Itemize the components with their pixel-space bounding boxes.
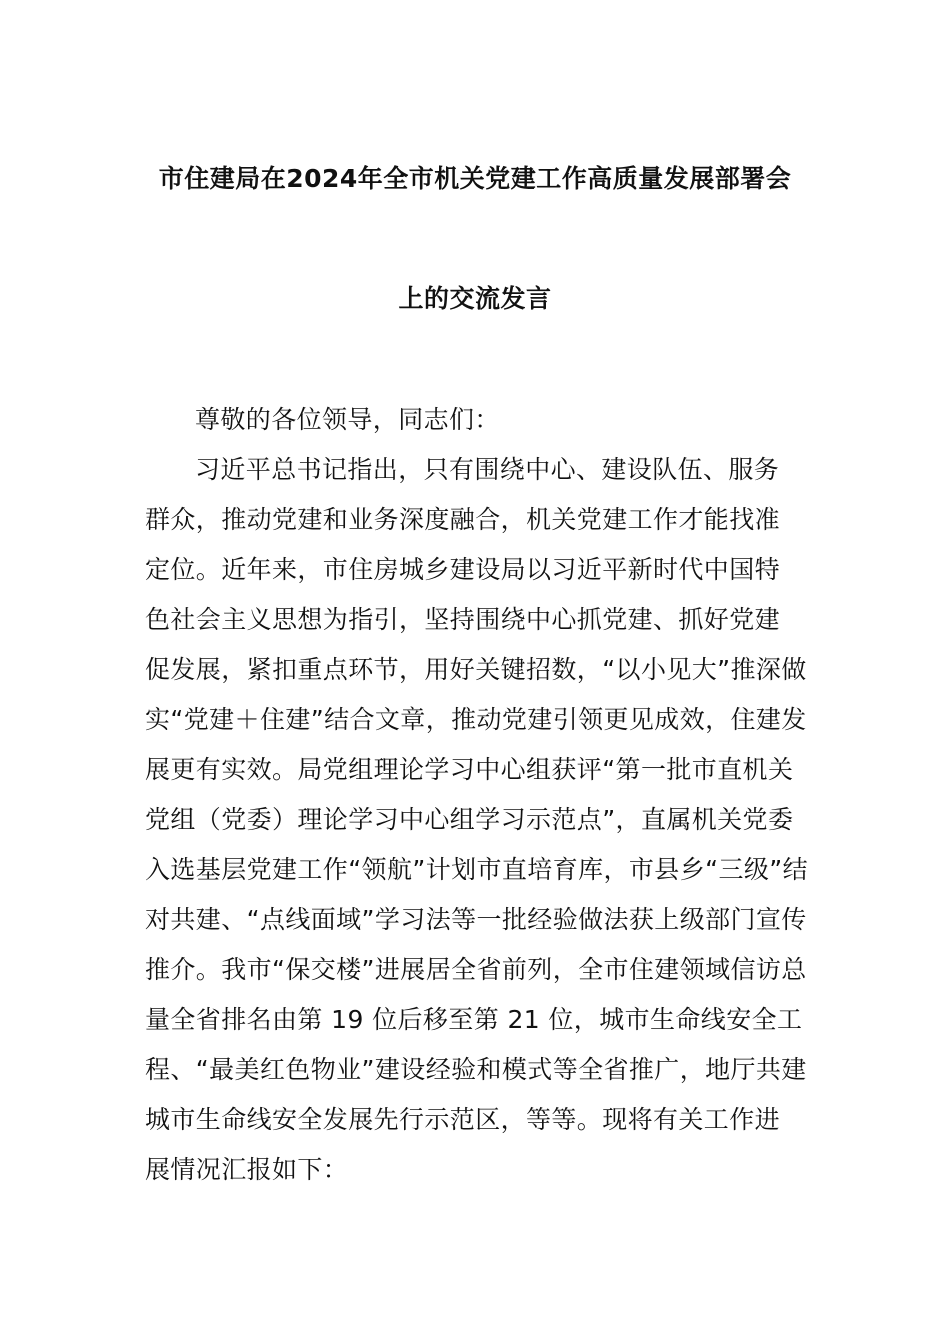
greeting: 尊敬的各位领导，同志们： — [195, 405, 500, 434]
body-line-13: 程、“最美红色物业”建设经验和模式等全省推广，地厅共建 — [145, 1055, 807, 1084]
body-line-9: 入选基层党建工作“领航”计划市直培育库，市县乡“三级”结 — [145, 855, 809, 884]
body-line-5: 促发展，紧扣重点环节，用好关键招数，“以小见大”推深做 — [145, 655, 807, 684]
body-line-15: 展情况汇报如下： — [145, 1155, 349, 1184]
body-line-1: 习近平总书记指出，只有围绕中心、建设队伍、服务 — [195, 455, 780, 484]
body-line-6: 实“党建＋住建”结合文章，推动党建引领更见成效，住建发 — [145, 705, 807, 734]
body-line-8: 党组（党委）理论学习中心组学习示范点”，直属机关党委 — [145, 805, 794, 834]
body-line-3: 定位。近年来，市住房城乡建设局以习近平新时代中国特 — [145, 555, 781, 584]
body-line-4: 色社会主义思想为指引，坚持围绕中心抓党建、抓好党建 — [145, 605, 781, 634]
body-line-12: 量全省排名由第 19 位后移至第 21 位，城市生命线安全工 — [145, 1005, 803, 1034]
document-title-line-2: 上的交流发言 — [398, 284, 552, 313]
body-line-2: 群众，推动党建和业务深度融合，机关党建工作才能找准 — [145, 505, 781, 534]
body-line-14: 城市生命线安全发展先行示范区，等等。现将有关工作进 — [145, 1105, 781, 1134]
body-line-7: 展更有实效。局党组理论学习中心组获评“第一批市直机关 — [145, 755, 794, 784]
body-line-10: 对共建、“点线面域”学习法等一批经验做法获上级部门宣传 — [145, 905, 807, 934]
document-title-line-1: 市住建局在2024年全市机关党建工作高质量发展部署会 — [158, 164, 792, 193]
body-line-11: 推介。我市“保交楼”进展居全省前列，全市住建领域信访总 — [145, 955, 807, 984]
